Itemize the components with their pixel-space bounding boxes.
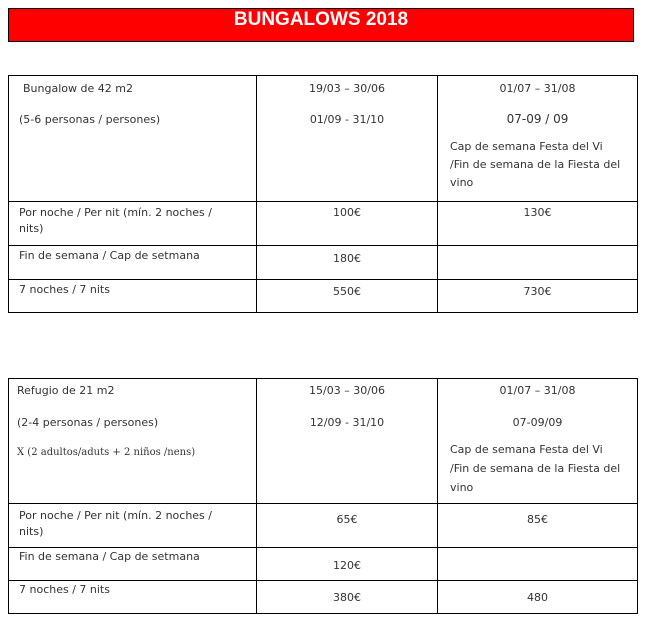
row-label-line: 7 noches / 7 nits (19, 283, 110, 296)
season1-header (257, 76, 438, 202)
table-row (9, 548, 638, 581)
season1-price (257, 548, 438, 581)
season2-note-line: Cap de semana Festa del Vi (450, 140, 603, 153)
season1-dates: 15/03 – 30/06 (309, 384, 385, 397)
season2-price (438, 581, 638, 614)
season1-price (257, 202, 438, 246)
price-table-bungalow (8, 75, 638, 313)
season2-note-line: vino (450, 481, 474, 494)
price-table-refugio (8, 378, 638, 614)
season2-note-line: vino (450, 176, 474, 189)
accommodation-cell (9, 76, 257, 202)
season1-price (257, 280, 438, 313)
row-label-line: Por noche / Per nit (mín. 2 noches / (19, 206, 212, 219)
accommodation-occupancy: X (2 adultos/aduts + 2 niños /nens) (17, 447, 196, 458)
row-label (9, 280, 257, 313)
accommodation-name: Refugio de 21 m2 (17, 384, 115, 397)
table-header-row (9, 379, 638, 504)
price-value: 130€ (523, 206, 552, 219)
price-value: 180€ (333, 252, 361, 265)
price-value: 730€ (523, 285, 552, 298)
season2-dates-2: 07-09/09 (512, 416, 563, 429)
row-label-line: Fin de semana / Cap de setmana (19, 249, 200, 262)
row-label (9, 202, 257, 246)
accommodation-capacity: (5-6 personas / persones) (19, 113, 161, 126)
season1-dates-2: 01/09 - 31/10 (309, 113, 385, 126)
row-label-line: 7 noches / 7 nits (19, 583, 110, 596)
season2-dates: 01/07 – 31/08 (499, 82, 576, 95)
price-value: 65€ (336, 513, 358, 526)
season2-dates-2: 07-09 / 09 (506, 112, 569, 126)
page-title: BUNGALOWS 2018 (8, 8, 634, 42)
table-row (9, 581, 638, 614)
accommodation-capacity: (2-4 personas / persones) (17, 416, 159, 429)
row-label-line: nits) (19, 222, 44, 235)
accommodation-name: Bungalow de 42 m2 (23, 82, 133, 95)
season2-note-line: Cap de semana Festa del Vi (450, 443, 603, 456)
row-label-line: Por noche / Per nit (mín. 2 noches / (19, 509, 212, 522)
season2-price (438, 246, 638, 280)
season1-header (257, 379, 438, 504)
season1-price (257, 504, 438, 548)
season2-price (438, 504, 638, 548)
price-value: 480 (527, 591, 548, 604)
season2-note-line: /Fin de semana de la Fiesta del (450, 462, 621, 475)
row-label-line: Fin de semana / Cap de setmana (19, 550, 200, 563)
accommodation-cell (9, 379, 257, 504)
table-header-row (9, 76, 638, 202)
season1-dates: 19/03 – 30/06 (309, 82, 385, 95)
season2-header (438, 76, 638, 202)
season2-header (438, 379, 638, 504)
table-row (9, 246, 638, 280)
season2-note-line: /Fin de semana de la Fiesta del (450, 158, 621, 171)
season1-dates-2: 12/09 - 31/10 (309, 416, 385, 429)
season2-price (438, 202, 638, 246)
price-value: 100€ (333, 206, 361, 219)
price-value: 85€ (527, 513, 548, 526)
table-row (9, 504, 638, 548)
season1-price (257, 246, 438, 280)
season2-dates: 01/07 – 31/08 (499, 384, 576, 397)
season2-price (438, 280, 638, 313)
season2-price (438, 548, 638, 581)
row-label (9, 246, 257, 280)
price-value: 120€ (333, 559, 361, 572)
row-label (9, 581, 257, 614)
price-value: 550€ (333, 285, 361, 298)
table-row (9, 202, 638, 246)
season1-price (257, 581, 438, 614)
table-row (9, 280, 638, 313)
row-label-line: nits) (19, 525, 44, 538)
row-label (9, 504, 257, 548)
row-label (9, 548, 257, 581)
price-value: 380€ (333, 591, 361, 604)
